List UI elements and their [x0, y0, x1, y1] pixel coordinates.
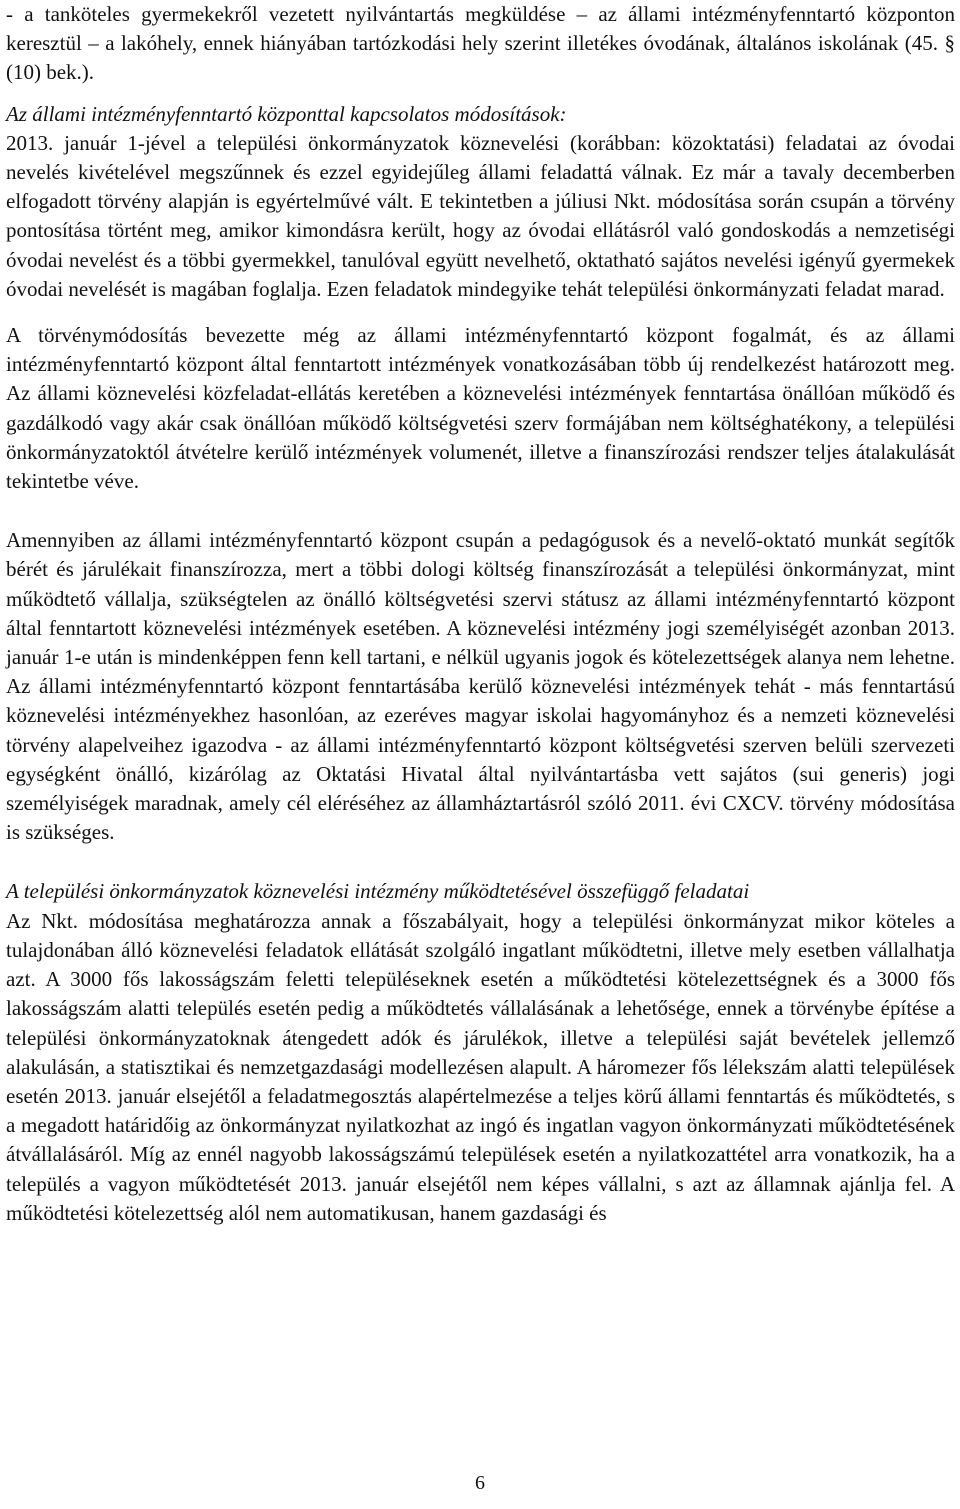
- spacer: [6, 88, 955, 100]
- paragraph-amennyiben: Amennyiben az állami intézményfenntartó központ csupán a pedagógusok és a nevelő-oktató munkát segítők bérét és járulékait finanszírozza, mert a többi dologi költség finanszírozását a települési önkormányzat, mint működtető vállalja, szükségtelen az önálló költségvetési szervi státusz az állami intézményfenntartó központ által fenntartott köznevelési intézmények esetében. A köznevelési intézmény jogi személyiségét azonban 2013. január 1-e után is mindenképpen fenn kell tartani, e nélkül ugyanis jogok és kötelezettségek alanya nem lehetne. Az állami intézményfenntartó központ fenntartásába kerülő köznevelési intézmények tehát - más fenntartású köznevelési intézményekhez hasonlóan, az ezeréves magyar iskolai hagyományhoz és a nemzeti köznevelési törvény alapelveihez igazodva - az állami intézményfenntartó központ költségvetési szerven belüli szervezeti egységként önálló, kizárólag az Oktatási Hivatal által nyilvántartásba vett sajátos (sui generis) jogi személyiségek maradnak, amely cél eléréséhez az államháztartásról szóló 2011. évi CXCV. törvény módosítása is szükséges.: [6, 528, 955, 845]
- section-heading-mukodtetes: A települési önkormányzatok köznevelési intézmény működtetésével összefüggő feladatai: [6, 879, 750, 904]
- paragraph-torvenymodositas: A törvénymódosítás bevezette még az állami intézményfenntartó központ fogalmát, és az állami intézményfenntartó központ által fenntartott intézmények vonatkozásában több új rendelkezést határozott meg. Az állami köznevelési közfeladat-ellátás keretében a köznevelési intézmények fenntartása önállóan működő és gazdálkodó vagy akár csak önállóan működő költségvetési szerv formájában nem költséghatékony, a települési önkormányzatoktól átvételre kerülő intézmények volumenét, illetve a finanszírozási rendszer teljes átalakulását tekintetbe véve.: [6, 323, 955, 494]
- page-number: 6: [475, 1472, 485, 1494]
- paragraph-tankoteles: - a tanköteles gyermekekről vezetett nyilvántartás megküldése – az állami intézményfenntartó központon keresztül – a lakóhely, ennek hiányában tartózkodási hely szerint illetékes óvodának, általános iskolának (45. § (10) bek.).: [6, 2, 955, 85]
- spacer: [6, 304, 955, 321]
- section-heading-intezmenyfenntarto: Az állami intézményfenntartó központtal kapcsolatos módosítások:: [6, 101, 567, 126]
- paragraph-2013-januar: 2013. január 1-jével a települési önkormányzatok köznevelési (korábban: közoktatási) feladatai az óvodai nevelés kivételével megszűnnek és ezzel egyidejűleg állami feladattá válnak. Ez már a tavaly decemberben elfogadott törvény alapján is egyértelművé vált. E tekintetben a júliusi Nkt. módosítása során csupán a törvény pontosítása történt meg, amikor kimondásra került, hogy az óvodai ellátásról való gondoskodás a nemzetiségi óvodai nevelést és a többi gyermekkel, tanulóval együtt nevelhető, oktatható sajátos nevelési igényű gyermekek óvodai nevelését is magában foglalja. Ezen feladatok mindegyike tehát települési önkormányzati feladat marad.: [6, 130, 955, 301]
- paragraph-nkt-modositasa: Az Nkt. módosítása meghatározza annak a főszabályait, hogy a települési önkormányzat mikor köteles a tulajdonában álló köznevelési feladatok ellátását szolgáló ingatlant működtetni, illetve mely esetben vállalhatja azt. A 3000 fős lakosságszám feletti településeknek esetén a működtetési kötelezettségnek és a 3000 fős lakosságszám alatti település esetén pedig a működtetés vállalásának a lehetősége, ennek a törvénybe építése a települési önkormányzatoknak átengedett adók és járulékok, illetve a települési saját bevételek jellemző alakulásán, a statisztikai és nemzetgazdasági modellezésen alapult. A háromezer fős lélekszám alatti települések esetén 2013. január elsejétől a feladatmegosztás alapértelmezése a teljes körű állami fenntartás és működtetés, s a megadott határidőig az önkormányzat nyilatkozhat az ingó és ingatlan vagyon önkormányzati működtetésének átvállalásáról. Míg az ennél nagyobb lakosságszámú települések esetén a nyilatkozattétel arra vonatkozik, ha a település a vagyon működtetését 2013. január elsejétől nem képes vállalni, s azt az államnak ajánlja fel. A működtetési kötelezettség alól nem automatikusan, hanem gazdasági és: [6, 908, 955, 1225]
- spacer: [6, 847, 955, 877]
- spacer: [6, 496, 955, 526]
